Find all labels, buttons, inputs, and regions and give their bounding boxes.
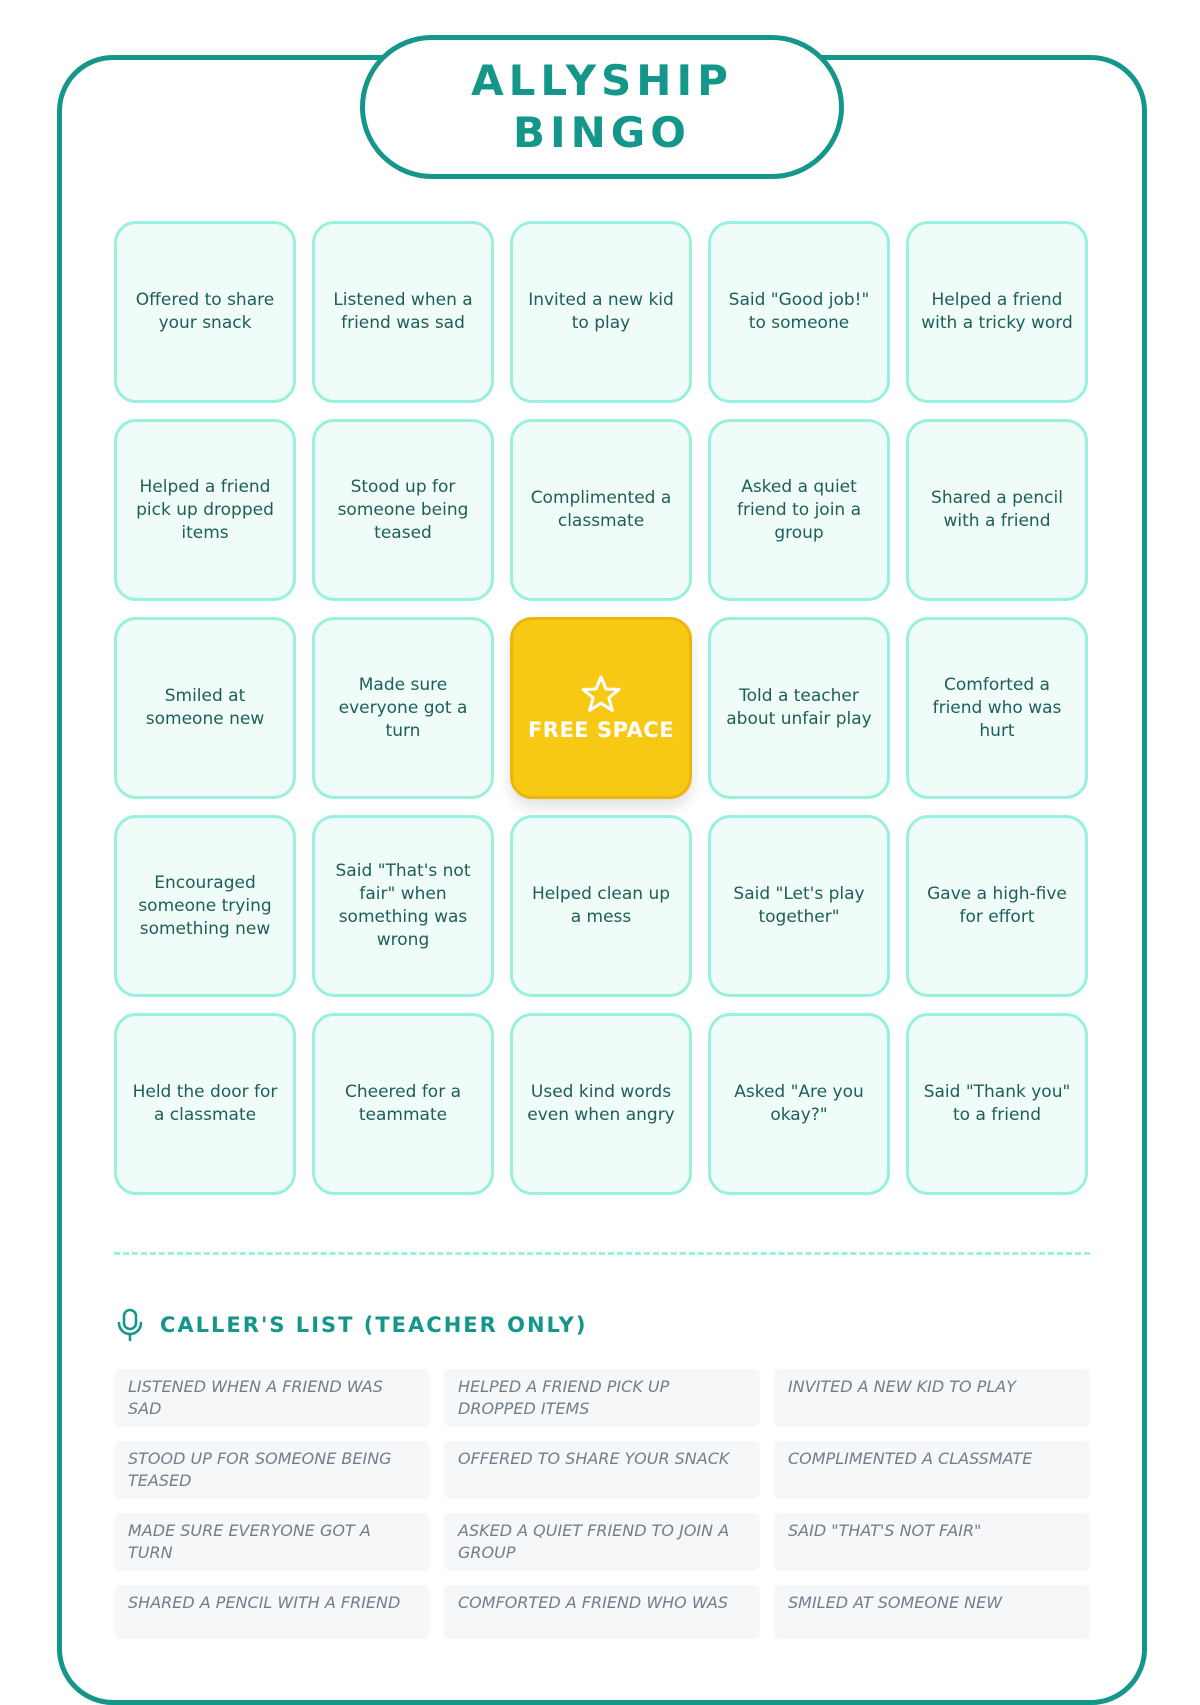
bingo-cell[interactable] xyxy=(906,815,1088,997)
bingo-cell[interactable] xyxy=(114,221,296,403)
bingo-cell[interactable] xyxy=(708,1013,890,1195)
caller-item xyxy=(114,1513,430,1571)
cell-text: Helped a friend with a tricky word xyxy=(921,290,1073,333)
caller-item-text: STOOD UP FOR SOMEONE BEING TEASED xyxy=(128,1449,392,1490)
cell-text: Said "Thank you" to a friend xyxy=(923,1082,1071,1125)
caller-item xyxy=(444,1441,760,1499)
caller-item xyxy=(774,1585,1090,1639)
bingo-cell[interactable] xyxy=(312,221,494,403)
caller-item-text: SAID "THAT'S NOT FAIR" xyxy=(788,1521,982,1540)
bingo-cell[interactable] xyxy=(708,815,890,997)
caller-item-text: LISTENED WHEN A FRIEND WAS SAD xyxy=(128,1377,383,1418)
cell-text: Used kind words even when angry xyxy=(527,1082,675,1125)
bingo-cell[interactable] xyxy=(906,1013,1088,1195)
cell-text: Told a teacher about unfair play xyxy=(726,686,872,729)
cell-text: Asked "Are you okay?" xyxy=(734,1082,864,1125)
bingo-cell[interactable] xyxy=(312,815,494,997)
bingo-cell[interactable] xyxy=(510,1013,692,1195)
caller-item xyxy=(444,1513,760,1571)
bingo-cell[interactable] xyxy=(510,221,692,403)
cell-text: Gave a high-five for effort xyxy=(927,884,1067,927)
cell-text: Listened when a friend was sad xyxy=(333,290,473,333)
cell-text: Cheered for a teammate xyxy=(344,1082,462,1125)
bingo-cell[interactable] xyxy=(906,221,1088,403)
bingo-cell[interactable] xyxy=(708,419,890,601)
cell-text: Complimented a classmate xyxy=(530,488,672,531)
bingo-cell[interactable] xyxy=(312,1013,494,1195)
cell-text: Asked a quiet friend to join a group xyxy=(736,476,862,543)
caller-item-text: OFFERED TO SHARE YOUR SNACK xyxy=(458,1449,730,1468)
bingo-cell[interactable] xyxy=(510,419,692,601)
mic-icon xyxy=(116,1308,144,1342)
cell-text: Comforted a friend who was hurt xyxy=(932,674,1062,741)
section-divider xyxy=(114,1252,1090,1255)
cell-text: Said "That's not fair" when something was wrong xyxy=(335,861,471,950)
bingo-cell[interactable] xyxy=(312,617,494,799)
bingo-cell[interactable] xyxy=(312,419,494,601)
caller-item xyxy=(114,1441,430,1499)
cell-text: Said "Let's play together" xyxy=(733,884,865,927)
cell-text: Offered to share your snack xyxy=(135,290,275,333)
bingo-cell[interactable] xyxy=(114,617,296,799)
star-icon xyxy=(581,674,621,714)
cell-text: Invited a new kid to play xyxy=(528,290,674,333)
caller-item xyxy=(774,1369,1090,1427)
free-space-label: FREE SPACE xyxy=(527,718,675,742)
title-line-2: BINGO xyxy=(513,108,691,157)
caller-item-text: SMILED AT SOMEONE NEW xyxy=(788,1593,1003,1612)
caller-item xyxy=(114,1369,430,1427)
cell-text: Stood up for someone being teased xyxy=(337,476,469,543)
caller-item-text: MADE SURE EVERYONE GOT A TURN xyxy=(128,1521,371,1562)
bingo-cell[interactable] xyxy=(906,419,1088,601)
caller-item xyxy=(774,1513,1090,1571)
bingo-cell[interactable] xyxy=(114,1013,296,1195)
title-line-1: ALLYSHIP xyxy=(471,56,733,105)
bingo-cell[interactable] xyxy=(708,221,890,403)
cell-text: Said "Good job!" to someone xyxy=(728,290,870,333)
bingo-cell[interactable] xyxy=(708,617,890,799)
bingo-cell[interactable] xyxy=(510,815,692,997)
cell-text: Encouraged someone trying something new xyxy=(138,872,272,939)
caller-item-text: SHARED A PENCIL WITH A FRIEND xyxy=(128,1593,401,1612)
caller-item-text: COMPLIMENTED A CLASSMATE xyxy=(788,1449,1033,1468)
bingo-grid xyxy=(114,221,1088,1195)
caller-list-header xyxy=(116,1308,587,1342)
bingo-cell[interactable] xyxy=(114,419,296,601)
caller-item-text: ASKED A QUIET FRIEND TO JOIN A GROUP xyxy=(458,1521,730,1562)
caller-item-text: HELPED A FRIEND PICK UP DROPPED ITEMS xyxy=(458,1377,670,1418)
caller-item-text: COMFORTED A FRIEND WHO WAS xyxy=(458,1593,728,1612)
bingo-cell[interactable] xyxy=(906,617,1088,799)
title-banner xyxy=(360,35,844,179)
cell-text: Made sure everyone got a turn xyxy=(338,674,468,741)
cell-text: Held the door for a classmate xyxy=(132,1082,278,1125)
cell-text: Helped clean up a mess xyxy=(531,884,671,927)
cell-text: Smiled at someone new xyxy=(145,686,265,729)
caller-list-title: CALLER'S LIST (TEACHER ONLY) xyxy=(160,1313,588,1337)
caller-item-text: INVITED A NEW KID TO PLAY xyxy=(788,1377,1017,1396)
cell-text: Shared a pencil with a friend xyxy=(931,488,1063,531)
free-space-cell[interactable] xyxy=(510,617,692,799)
cell-text: Helped a friend pick up dropped items xyxy=(136,476,274,543)
caller-item xyxy=(774,1441,1090,1499)
caller-item xyxy=(114,1585,430,1639)
caller-list xyxy=(114,1369,1090,1639)
bingo-cell[interactable] xyxy=(114,815,296,997)
caller-item xyxy=(444,1585,760,1639)
caller-item xyxy=(444,1369,760,1427)
